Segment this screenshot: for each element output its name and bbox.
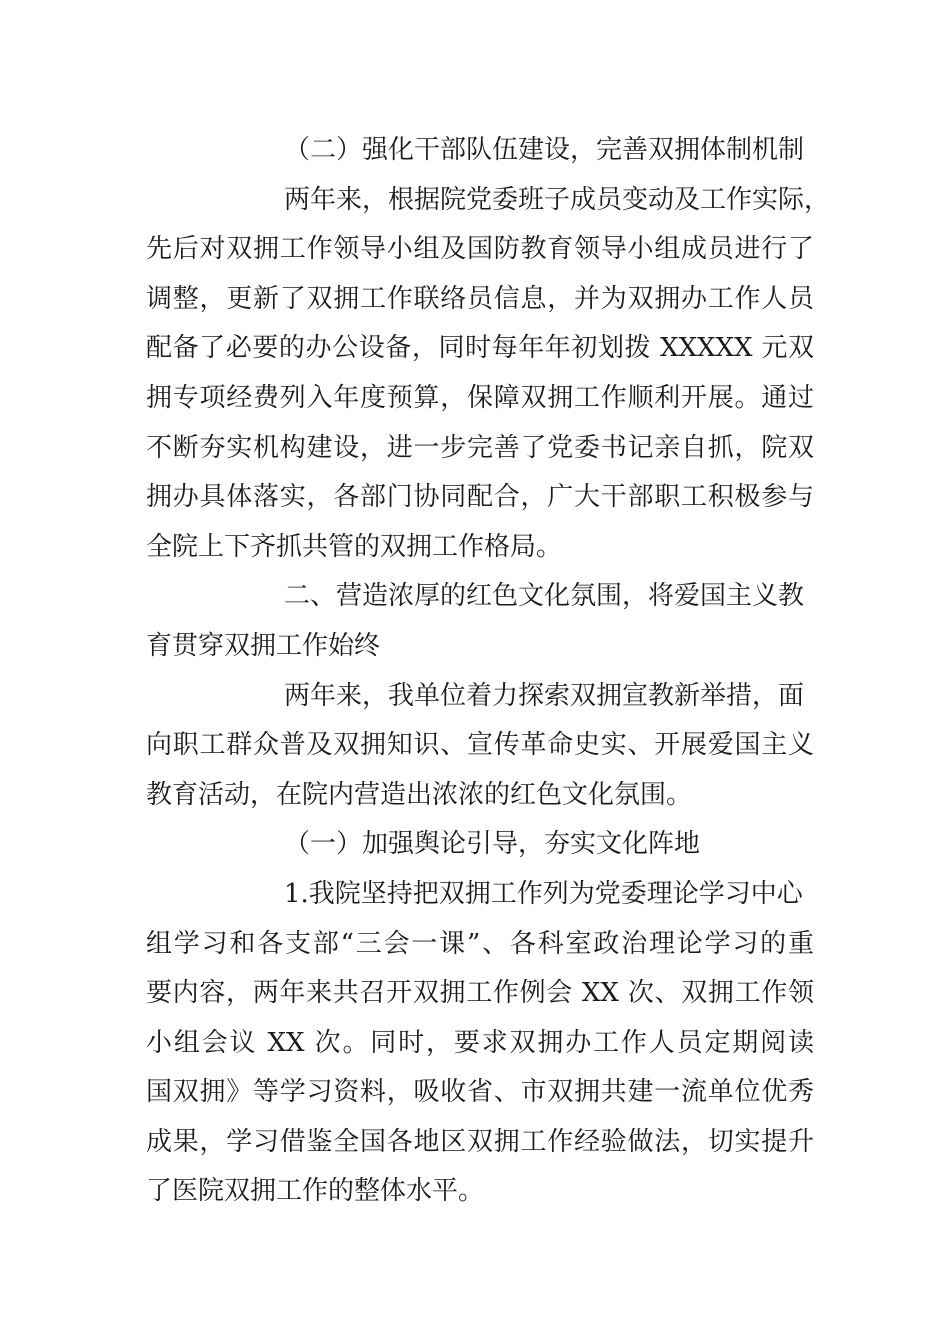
paragraph-line: 向职工群众普及双拥知识、宣传革命史实、开展爱国主义 xyxy=(146,730,814,761)
paragraph-line: 不断夯实机构建设，进一步完善了党委书记亲自抓，院双 xyxy=(146,432,814,463)
heading-red-culture: 二、营造浓厚的红色文化氛围，将爱国主义教 xyxy=(284,581,805,612)
paragraph-line: 教育活动，在院内营造出浓浓的红色文化氛围。 xyxy=(146,779,693,810)
paragraph-line: 配备了必要的办公设备，同时每年年初划拨 XXXXX 元双 xyxy=(146,333,814,364)
paragraph-line: 拥专项经费列入年度预算，保障双拥工作顺利开展。通过 xyxy=(146,382,814,413)
document-body xyxy=(146,126,831,1217)
paragraph-line: 拥办具体落实，各部门协同配合，广大干部职工积极参与 xyxy=(146,482,814,513)
paragraph-line: 小组会议 XX 次。同时，要求双拥办工作人员定期阅读 xyxy=(146,1027,814,1058)
paragraph-line: 调整，更新了双拥工作联络员信息，并为双拥办工作人员 xyxy=(146,283,814,314)
paragraph-line: 成果，学习借鉴全国各地区双拥工作经验做法，切实提升 xyxy=(146,1126,814,1157)
paragraph-line: 组学习和各支部“三会一课”、各科室政治理论学习的重 xyxy=(146,928,814,959)
heading-red-culture-cont: 育贯穿双拥工作始终 xyxy=(146,630,381,661)
paragraph-line: 两年来，根据院党委班子成员变动及工作实际， xyxy=(284,184,831,215)
paragraph-line: 全院上下齐抓共管的双拥工作格局。 xyxy=(146,531,563,562)
paragraph-line: 两年来，我单位着力探索双拥宣教新举措，面 xyxy=(284,680,805,711)
subheading-strengthen-cadre-team: （二）强化干部队伍建设，完善双拥体制机制 xyxy=(284,135,805,165)
paragraph-line: 了医院双拥工作的整体水平。 xyxy=(146,1176,485,1207)
paragraph-line: 先后对双拥工作领导小组及国防教育领导小组成员进行了 xyxy=(146,234,814,265)
paragraph-line: 国双拥》等学习资料，吸收省、市双拥共建一流单位优秀 xyxy=(146,1077,814,1108)
subheading-public-opinion: （一）加强舆论引导，夯实文化阵地 xyxy=(284,829,701,860)
paragraph-line: 要内容，两年来共召开双拥工作例会 XX 次、双拥工作领 xyxy=(146,978,814,1009)
paragraph-line: 1.我院坚持把双拥工作列为党委理论学习中心 xyxy=(284,878,803,909)
